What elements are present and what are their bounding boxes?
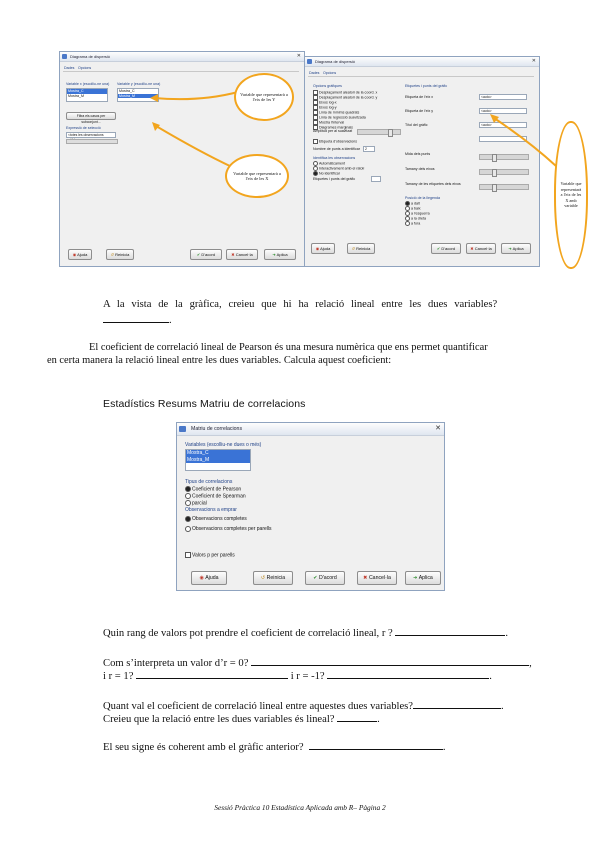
- horizontal-scrollbar[interactable]: [66, 139, 118, 144]
- tab-data[interactable]: Dades: [309, 71, 320, 75]
- list-item[interactable]: Mostra_C: [67, 89, 107, 94]
- tab-data[interactable]: Dades: [64, 66, 75, 70]
- option-checkbox[interactable]: Desplaçament aleatori de la coord. x: [313, 90, 377, 95]
- check-icon: ✔: [436, 246, 441, 251]
- span-label: Amplitud per al suavitzat: [313, 129, 353, 133]
- points-to-identify-label: Nombre de punts a identificar: [313, 147, 360, 151]
- option-checkbox[interactable]: Eixos log-x: [313, 100, 377, 105]
- question-range: Quin rang de valors pot prendre el coeficient de correlació lineal, r ? .: [103, 628, 509, 639]
- option-checkbox[interactable]: Mostra l'interval: [313, 120, 377, 125]
- ok-button[interactable]: ✔ D'acord: [305, 571, 345, 585]
- identify-radio-group: [313, 161, 364, 176]
- y-label-label: Etiqueta de l'eix y: [405, 109, 434, 113]
- radio-option[interactable]: Observacions completes: [185, 514, 271, 524]
- apply-icon: ➜: [413, 575, 418, 581]
- apply-button[interactable]: ➜ Aplica: [501, 243, 531, 254]
- y-variable-label: Variable y (escolliu-ne una): [117, 82, 161, 86]
- ok-button[interactable]: ✔ D'acord: [431, 243, 461, 254]
- tab-divider: [308, 76, 534, 77]
- list-item[interactable]: Mostra_M: [68, 93, 84, 98]
- question-linear: Creieu que la relació entre les dues variables és lineal? .: [103, 714, 380, 725]
- identify-points-checkbox[interactable]: Etiqueta d'observacions: [313, 139, 357, 144]
- x-label-input[interactable]: <auto>: [479, 94, 527, 100]
- help-icon: ◉: [199, 575, 205, 581]
- reset-icon: ↺: [110, 252, 114, 257]
- answer-line-2[interactable]: [395, 626, 505, 636]
- points-to-identify-input[interactable]: 2: [363, 146, 375, 152]
- option-checkbox[interactable]: Eixos log-y: [313, 105, 377, 110]
- correlation-type-label: Tipus de correlacions: [185, 479, 233, 485]
- plot-options-label: Opcions gràfiques: [313, 84, 342, 88]
- identify-observations-label: Identifica les observacions: [313, 156, 356, 160]
- x-label-label: Etiqueta de l'eix x: [405, 95, 434, 99]
- app-icon: [179, 426, 186, 432]
- reset-button[interactable]: ↺ Reinicia: [106, 249, 134, 260]
- dialog-title-bar: [305, 57, 539, 67]
- subset-label: Expressió de selecció: [66, 126, 101, 130]
- menu-path: Estadístics Resums Matriu de correlacions: [103, 398, 306, 410]
- plot-labels-label: Etiquetes i punts del gràfic: [313, 177, 356, 181]
- list-item[interactable]: Mostra_M: [118, 94, 158, 99]
- dialog-title-bar: [177, 423, 444, 436]
- dialog-title: Diagrama de dispersió: [70, 54, 111, 59]
- intro-line-2: en certa manera la relació lineal entre les dues variables. Calcula aquest coeficient:: [47, 355, 392, 366]
- question-r-one: i r = 1? i r = -1? .: [103, 671, 492, 682]
- radio-option[interactable]: Coeficient de Spearman: [185, 493, 246, 500]
- size-spin-input[interactable]: [371, 176, 381, 182]
- correlation-type-group: [185, 486, 246, 507]
- radio-option[interactable]: Coeficient de Pearson: [185, 486, 246, 493]
- observations-group: [185, 514, 271, 534]
- apply-button[interactable]: ➜ Aplica: [264, 249, 296, 260]
- list-item[interactable]: Mostra_C: [186, 450, 250, 457]
- tab-divider: [63, 71, 299, 72]
- question-linear-relation: A la vista de la gràfica, creieu que hi ha relació lineal entre les dues variables?: [103, 299, 498, 310]
- radio-option[interactable]: Observacions completes per parells: [185, 524, 271, 534]
- page-footer: Sessió Pràctica 10 Estadística Aplicada amb R– Pàgina 2: [214, 803, 386, 812]
- list-item[interactable]: Mostra_C: [119, 89, 135, 93]
- question-r-zero: Com s’interpreta un valor d’r = 0? ,: [103, 658, 532, 669]
- reset-icon: ↺: [351, 246, 355, 251]
- bubble-arrow-x: [150, 122, 234, 172]
- option-checkbox[interactable]: Desplaçament aleatori de la coord. y: [313, 95, 377, 100]
- help-button[interactable]: ◉ Ajuda: [191, 571, 227, 585]
- help-icon: ◉: [315, 246, 320, 251]
- radio-option[interactable]: Automàticament: [313, 161, 364, 166]
- question-value: Quant val el coeficient de correlació lineal entre aquestes dues variables? .: [103, 701, 504, 712]
- subset-button[interactable]: Filtra els casos per subconjunt...: [66, 112, 116, 120]
- tab-options[interactable]: Opcions: [323, 71, 337, 75]
- close-icon[interactable]: ✕: [531, 58, 536, 64]
- radio-option[interactable]: No identificar: [313, 171, 364, 176]
- bubble-arrow-title: [490, 112, 558, 172]
- cross-icon: ✖: [470, 246, 474, 251]
- reset-icon: ↺: [260, 575, 266, 581]
- answer-line-5[interactable]: [327, 669, 489, 679]
- apply-button[interactable]: ➜ Aplica: [405, 571, 441, 585]
- answer-line-4[interactable]: [136, 669, 288, 679]
- app-icon: [62, 54, 67, 59]
- axis-label-size-slider[interactable]: [479, 184, 529, 190]
- variables-label: Variables (escolliu-ne dues o més): [185, 442, 262, 448]
- answer-line-1[interactable]: .: [103, 313, 172, 327]
- cross-icon: ✖: [363, 575, 368, 581]
- cancel-button[interactable]: ✖ Cancel·la: [466, 243, 496, 254]
- correlation-matrix-dialog: [176, 422, 445, 591]
- x-variable-label: Variable x (escolliu-ne una): [66, 82, 110, 86]
- ok-button[interactable]: ✔ D'acord: [190, 249, 222, 260]
- radio-option[interactable]: a l'esquerra: [405, 211, 430, 216]
- point-size-label: Mida dels punts: [405, 152, 431, 156]
- radio-option[interactable]: a la dreta: [405, 216, 430, 221]
- callout-title: Variable que representarà a l'eix de les X amb variable: [554, 121, 588, 269]
- check-icon: ✔: [313, 575, 318, 581]
- span-slider[interactable]: [357, 129, 401, 135]
- close-icon[interactable]: ✕: [435, 425, 441, 432]
- plot-options-group: [313, 90, 377, 130]
- cancel-button[interactable]: ✖ Cancel·la: [357, 571, 397, 585]
- pvalues-checkbox[interactable]: Valors p per parells: [185, 552, 235, 559]
- legend-radio-group: [405, 201, 430, 226]
- dialog-title: Diagrama de dispersió: [315, 59, 356, 64]
- answer-line-3[interactable]: [251, 656, 529, 666]
- apply-icon: ➜: [272, 252, 276, 257]
- dialog-title: Matriu de correlacions: [191, 426, 243, 432]
- tab-options[interactable]: Opcions: [78, 66, 92, 70]
- cancel-button[interactable]: ✖ Cancel·la: [226, 249, 258, 260]
- axis-label-size-label: Tamany de les etiquetes dels eixos: [405, 182, 461, 186]
- answer-line-8[interactable]: [309, 740, 443, 750]
- legend-position-label: Posició de la llegenda: [405, 196, 440, 200]
- cross-icon: ✖: [231, 252, 235, 257]
- observations-label: Observacions a emprar: [185, 507, 237, 513]
- title-label: Títol del gràfic: [405, 123, 428, 127]
- title-input[interactable]: <auto>: [479, 122, 527, 128]
- radio-option[interactable]: a baix: [405, 206, 430, 211]
- check-icon: ✔: [196, 252, 201, 257]
- callout-y-axis: Variable que representarà a l'eix de les Y: [234, 73, 294, 121]
- answer-line-7[interactable]: [337, 712, 377, 722]
- radio-option[interactable]: Interactivament amb el ratolí: [313, 166, 364, 171]
- list-item[interactable]: Mostra_M: [186, 457, 250, 464]
- option-checkbox[interactable]: Diagrames marginals: [313, 125, 377, 130]
- reset-button[interactable]: ↺ Reinicia: [347, 243, 375, 254]
- app-icon: [307, 59, 312, 64]
- x-variable-list[interactable]: [66, 88, 108, 102]
- subset-expression-input[interactable]: <totes les observacions: [66, 132, 116, 138]
- option-checkbox[interactable]: Línia de regressió suavitzada: [313, 115, 377, 120]
- y-label-input[interactable]: <auto>: [479, 108, 527, 114]
- help-button[interactable]: ◉ Ajuda: [68, 249, 92, 260]
- help-icon: ◉: [72, 252, 77, 257]
- dialog-title-bar: [60, 52, 304, 62]
- intro-line-1: El coeficient de correlació lineal de Pearson és una mesura numèrica que ens permet quantificar: [89, 342, 488, 353]
- callout-x-axis: Variable que representarà a l'eix de les X: [225, 154, 289, 198]
- option-checkbox[interactable]: Línia de mínims quadrats: [313, 110, 377, 115]
- close-icon[interactable]: ✕: [296, 53, 301, 59]
- axis-labels-label: Etiquetes i punts del gràfic: [405, 84, 448, 88]
- question-sign: El seu signe és coherent amb el gràfic anterior? .: [103, 742, 446, 753]
- bubble-arrow-y: [150, 84, 240, 124]
- reset-button[interactable]: ↺ Reinicia: [253, 571, 293, 585]
- axis-size-label: Tamany dels eixos: [405, 167, 435, 171]
- apply-icon: ➜: [508, 246, 512, 251]
- variables-list[interactable]: [185, 449, 251, 471]
- radio-option[interactable]: parcial: [185, 500, 246, 507]
- answer-line-6[interactable]: [413, 699, 501, 709]
- radio-option[interactable]: a fora: [405, 221, 430, 226]
- help-button[interactable]: ◉ Ajuda: [311, 243, 335, 254]
- radio-option[interactable]: a dalt: [405, 201, 430, 206]
